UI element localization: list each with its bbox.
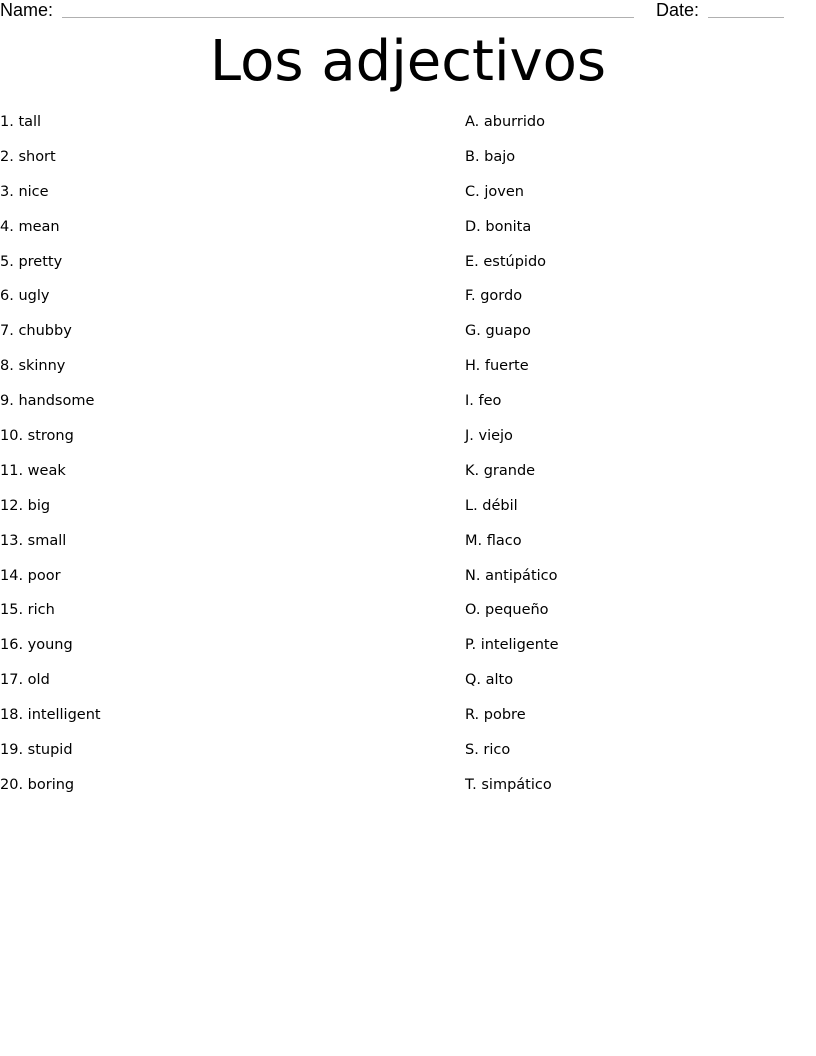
spanish-word-item: R. pobre [465, 707, 526, 724]
spanish-word-item: I. feo [465, 393, 502, 410]
worksheet-title: Los adjectivos [209, 29, 607, 94]
spanish-word-item: T. simpático [465, 776, 552, 793]
english-word-item: 6. ugly [0, 288, 50, 305]
english-word-item: 15. rich [0, 602, 55, 619]
english-word-item: 11. weak [0, 462, 66, 479]
date-label: Date: [656, 0, 700, 20]
english-word-item: 16. young [0, 637, 73, 654]
english-word-item: 4. mean [0, 218, 60, 235]
english-word-item: 17. old [0, 672, 50, 689]
spanish-word-item: E. estúpido [465, 253, 547, 270]
spanish-word-item: P. inteligente [465, 637, 559, 654]
english-word-item: 9. handsome [0, 393, 95, 410]
english-word-item: 3. nice [0, 183, 49, 200]
spanish-word-item: L. débil [465, 497, 518, 514]
spanish-word-item: K. grande [465, 462, 536, 479]
english-word-item: 2. short [0, 148, 56, 165]
name-blank-line [62, 17, 634, 18]
spanish-word-item: O. pequeño [465, 602, 549, 619]
english-word-item: 20. boring [0, 776, 75, 793]
english-word-item: 18. intelligent [0, 707, 101, 724]
spanish-word-item: B. bajo [465, 148, 516, 165]
english-word-item: 12. big [0, 497, 51, 514]
english-word-item: 14. poor [0, 567, 61, 584]
english-word-list [0, 110, 101, 808]
spanish-word-item: C. joven [465, 183, 524, 200]
english-word-item: 5. pretty [0, 253, 63, 270]
spanish-word-item: G. guapo [465, 323, 531, 340]
english-word-item: 7. chubby [0, 323, 72, 340]
spanish-word-item: H. fuerte [465, 358, 529, 375]
english-word-item: 10. strong [0, 428, 74, 445]
english-word-item: 19. stupid [0, 742, 73, 759]
date-blank-line [708, 17, 784, 18]
spanish-word-item: A. aburrido [465, 114, 545, 130]
spanish-word-item: D. bonita [465, 218, 532, 235]
worksheet-header [0, 0, 816, 22]
spanish-word-item: F. gordo [465, 288, 523, 305]
english-word-item: 8. skinny [0, 358, 66, 375]
spanish-word-item: Q. alto [465, 672, 514, 689]
english-word-item: 13. small [0, 532, 67, 549]
spanish-word-item: M. flaco [465, 532, 522, 549]
name-label: Name: [0, 0, 54, 20]
spanish-word-item: S. rico [465, 742, 511, 759]
english-word-item: 1. tall [0, 114, 42, 130]
spanish-word-list [465, 110, 559, 808]
spanish-word-item: N. antipático [465, 567, 558, 584]
spanish-word-item: J. viejo [465, 428, 513, 445]
